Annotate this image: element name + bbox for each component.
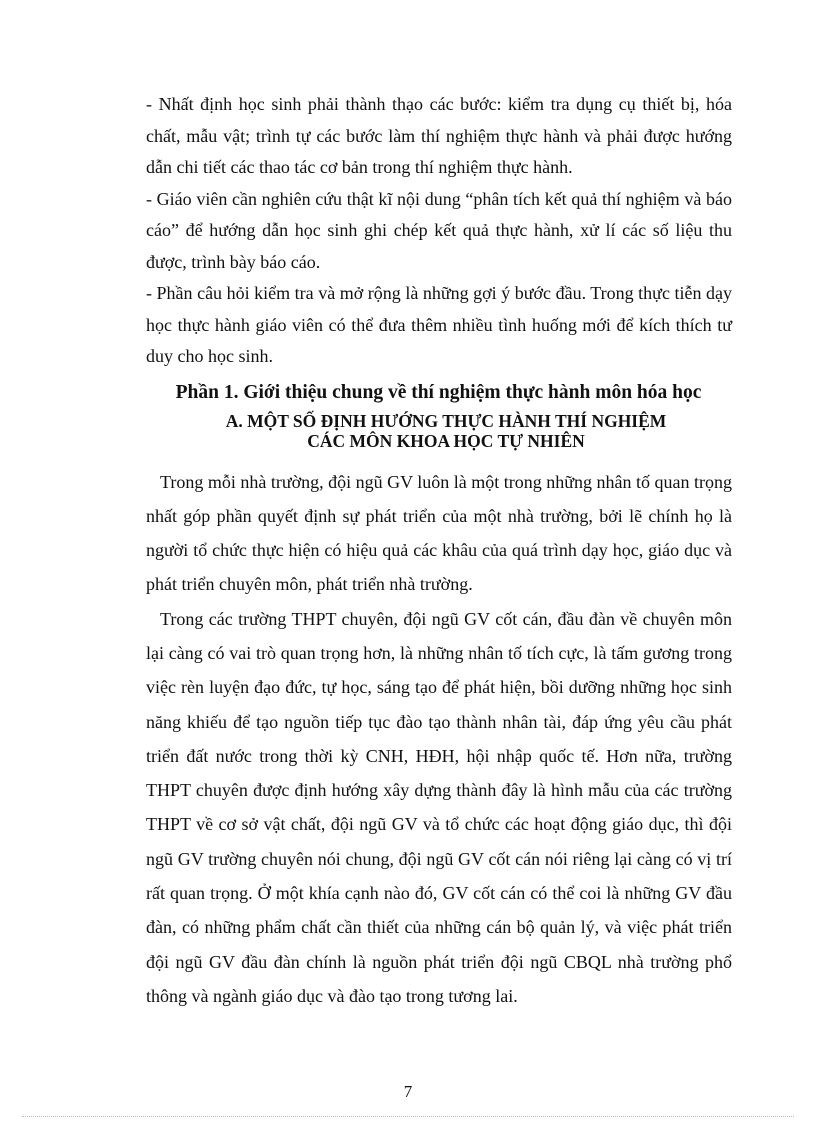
intro-paragraph: - Giáo viên cần nghiên cứu thật kĩ nội dung “phân tích kết quả thí nghiệm và báo cáo” để hướng dẫn học sinh ghi chép kết quả thực hành, xử lí các số liệu thu được, trình bày báo cáo.	[146, 188, 732, 272]
part-heading: Phần 1. Giới thiệu chung về thí nghiệm thực hành môn hóa học	[175, 381, 702, 403]
page-bottom-dotted-rule	[22, 1116, 794, 1117]
body-paragraph: Trong các trường THPT chuyên, đội ngũ GV cốt cán, đầu đàn về chuyên môn lại càng có vai trò quan trọng hơn, là những nhân tố tích cực, là tấm gương trong việc rèn luyện đạo đức, tự học, sáng tạo để phát hiện, bồi dưỡng những học sinh năng khiếu để tạo nguồn tiếp tục đào tạo thành nhân tài, đáp ứng yêu cầu phát triển đất nước trong thời kỳ CNH, HĐH, hội nhập quốc tế. Hơn nữa, trường THPT chuyên được định hướng xây dựng thành đây là hình mẫu của các trường THPT về cơ sở vật chất, đội ngũ GV và tổ chức các hoạt động giáo dục, thì đội ngũ GV trường chuyên nói chung, đội ngũ GV cốt cán nói riêng lại càng có vị trí rất quan trọng. Ở một khía cạnh nào đó, GV cốt cán có thể coi là những GV đầu đàn, có những phẩm chất cần thiết của những cán bộ quản lý, và việc phát triển đội ngũ GV đầu đàn chính là nguồn phát triển đội ngũ CBQL nhà trường phổ thông và ngành giáo dục và đào tạo trong tương lai.	[146, 608, 732, 1006]
section-heading-line-2: CÁC MÔN KHOA HỌC TỰ NHIÊN	[307, 430, 585, 451]
section-heading	[146, 411, 706, 451]
body-paragraph: Trong mỗi nhà trường, đội ngũ GV luôn là một trong những nhân tố quan trọng nhất góp phần quyết định sự phát triển của một nhà trường, bởi lẽ chính họ là người tổ chức thực hiện có hiệu quả các khâu của quá trình dạy học, giáo dục và phát triển chuyên môn, phát triển nhà trường.	[146, 471, 733, 595]
intro-paragraph: - Phần câu hỏi kiểm tra và mở rộng là những gợi ý bước đầu. Trong thực tiễn dạy học thực hành giáo viên có thể đưa thêm nhiều tình huống mới để kích thích tư duy cho học sinh.	[146, 283, 732, 366]
section-heading-line-1: A. MỘT SỐ ĐỊNH HƯỚNG THỰC HÀNH THÍ NGHIỆM	[225, 410, 667, 431]
page-number: 7	[403, 1082, 413, 1101]
intro-paragraph: - Nhất định học sinh phải thành thạo các bước: kiểm tra dụng cụ thiết bị, hóa chất, mẫu vật; trình tự các bước làm thí nghiệm thực hành và phải được hướng dẫn chi tiết các thao tác cơ bản trong thí nghiệm thực hành.	[146, 94, 732, 177]
